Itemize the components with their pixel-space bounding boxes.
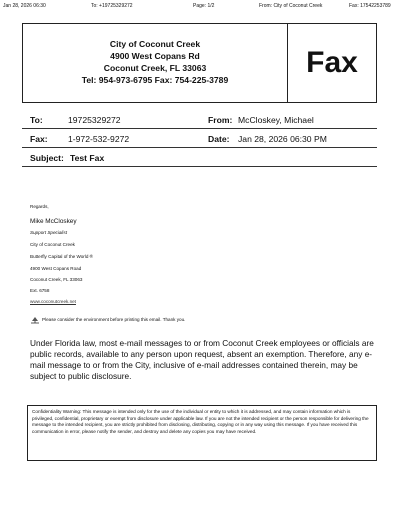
subject-label: Subject:: [30, 153, 64, 163]
signature-tagline: Butterfly Capital of the World ®: [30, 254, 94, 259]
fax-title: Fax: [306, 46, 358, 79]
divider-line: [22, 147, 377, 148]
sender-phones: Tel: 954-973-6795 Fax: 754-225-3789: [81, 75, 229, 85]
signature-ext: Ext. 6758: [30, 288, 50, 293]
subject-value: Test Fax: [70, 153, 105, 163]
cover-header-box: [22, 23, 377, 103]
website-link[interactable]: www.coconutcreek.net: [30, 299, 76, 304]
from-value: McCloskey, Michael: [238, 115, 314, 125]
from-label: From:: [208, 115, 233, 125]
tree-icon: [30, 316, 40, 324]
environment-note: [30, 316, 185, 324]
transmission-page: Page: 1/2: [193, 3, 215, 9]
environment-text: Please consider the environment before printing this email. Thank you.: [42, 317, 186, 322]
transmission-from: From: City of Coconut Creek: [259, 3, 323, 9]
signature-org: City of Coconut Creek: [30, 242, 75, 247]
divider-line: [22, 128, 377, 129]
transmission-to: To: +19725329272: [91, 3, 133, 9]
divider-line: [22, 166, 377, 167]
public-records-notice: Under Florida law, most e-mail messages to or from Coconut Creek employees or officials are public records, available to any person upon request, absent an exemption. Therefore, any e-mail message to or from the City, inclusive of e-mail addresses contained therein, may be subject to public disclosure.: [30, 338, 374, 381]
to-value: 19725329272: [68, 115, 121, 125]
fax-transmission-header: [3, 3, 397, 9]
signature-street: 4900 West Copans Road: [30, 266, 82, 271]
sender-address: [23, 24, 287, 102]
date-value: Jan 28, 2026 06:30 PM: [238, 134, 327, 144]
fax-label: Fax:: [30, 134, 48, 144]
sender-city: Coconut Creek, FL 33063: [103, 63, 207, 73]
greeting: Regards,: [30, 204, 49, 209]
transmission-fax: Fax: 17542253789: [349, 3, 391, 9]
signature-city: Coconut Creek, FL 33063: [30, 277, 83, 282]
transmission-date: Jan 28, 2026 06:30: [3, 3, 46, 9]
to-label: To:: [30, 115, 43, 125]
confidentiality-warning: Confidentiality Warning: This message is intended only for the use of the individual or entity to which it is addressed, and may contain information which is privileged, confidential, proprietary or exempt from disclosure under applicable law. If you are not the intended recipient or the person responsible for delivering the message to the intended recipient, you are strictly prohibited from disclosing, distributing, copying or in any way using this message. If you have received this communication in error, please notify the sender, and destroy and delete any copies you may have received.: [27, 405, 377, 461]
date-label: Date:: [208, 134, 230, 144]
sender-org: City of Coconut Creek: [109, 39, 201, 49]
signature-role: Support Specialist: [30, 230, 68, 235]
sender-street: 4900 West Copans Rd: [110, 51, 200, 61]
fax-value: 1-972-532-9272: [68, 134, 130, 144]
signature-name: Mike McCloskey: [30, 218, 77, 225]
